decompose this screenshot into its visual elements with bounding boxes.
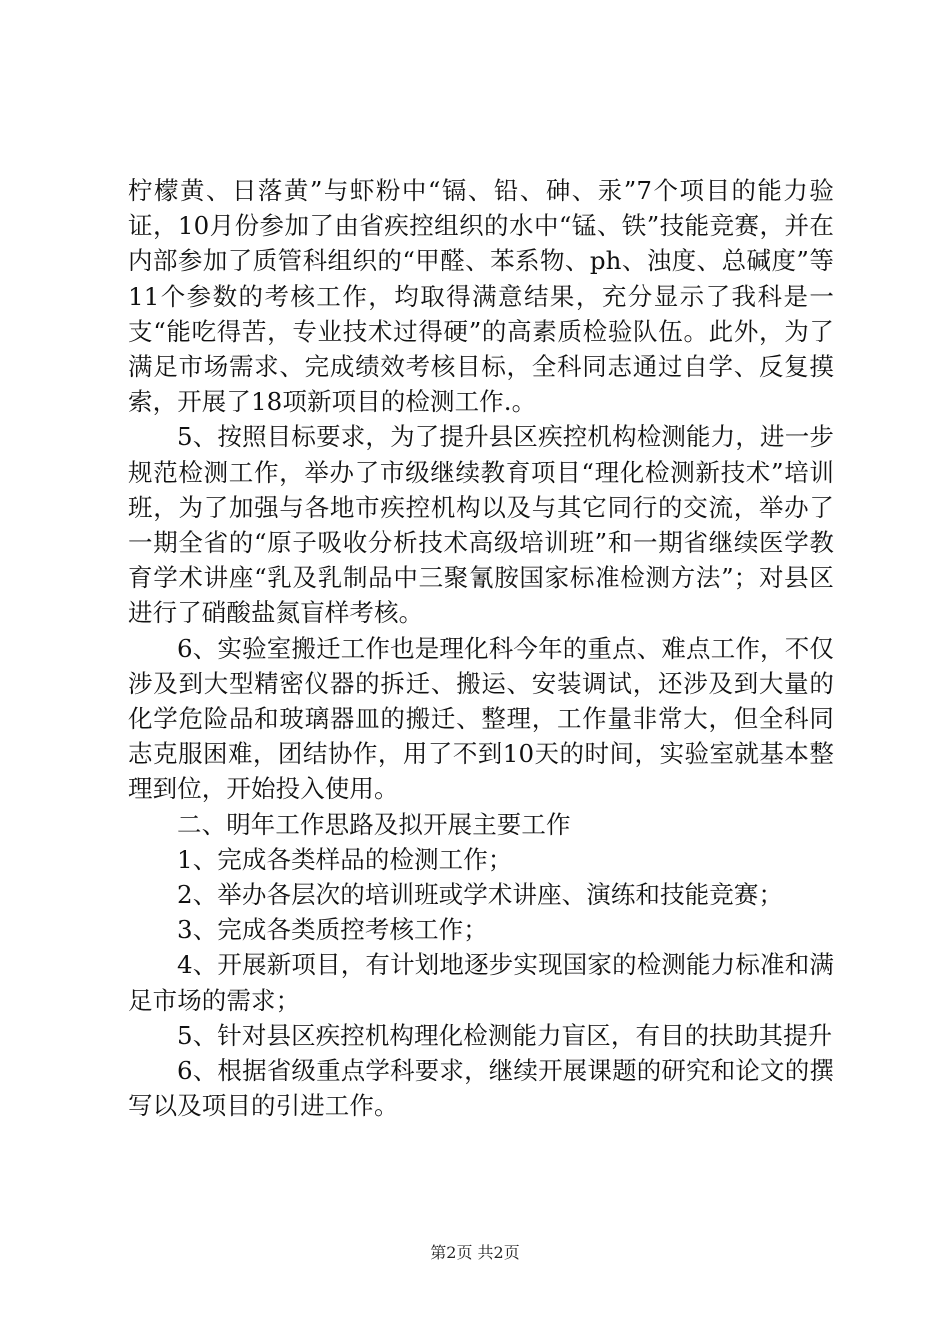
plan-item-3: 3、完成各类质控考核工作； <box>177 915 488 945</box>
plan-item-6: 6、根据省级重点学科要求，继续开展课题的研究和论文的撰写以及项目的引进工作。 <box>128 1056 834 1121</box>
plan-item-1: 1、完成各类样品的检测工作； <box>177 844 513 874</box>
plan-item-5: 5、针对县区疾控机构理化检测能力盲区，有目的扶助其提升 <box>177 1020 833 1050</box>
section-heading-next-year: 二、明年工作思路及拟开展主要工作 <box>177 809 571 839</box>
plan-item-2: 2、举办各层次的培训班或学术讲座、演练和技能竞赛； <box>177 880 784 910</box>
paragraph-item-6-relocation: 6、实验室搬迁工作也是理化科今年的重点、难点工作，不仅涉及到大型精密仪器的拆迁、搬运、安装调试，还涉及到大量的化学危险品和玻璃器皿的搬迁、整理，工作量非常大，但全科同志克服困难，团结协作，用了不到10天的时间，实验室就基本整理到位，开始投入使用。 <box>128 633 834 804</box>
document-body <box>128 173 834 1123</box>
paragraph-item-5-training: 5、按照目标要求，为了提升县区疾控机构检测能力，进一步规范检测工作，举办了市级继续教育项目“理化检测新技术”培训班，为了加强与各地市疾控机构以及与其它同行的交流，举办了一期全省的“原子吸收分析技术高级培训班”和一期省继续医学教育学术讲座“乳及乳制品中三聚氰胺国家标准检测方法”；对县区进行了硝酸盐氮盲样考核。 <box>128 422 834 628</box>
page-number-footer: 第2页 共2页 <box>430 1243 520 1262</box>
plan-item-4: 4、开展新项目，有计划地逐步实现国家的检测能力标准和满足市场的需求； <box>128 950 834 1015</box>
paragraph-continuation: 柠檬黄、日落黄”与虾粉中“镉、铅、砷、汞”7个项目的能力验证，10月份参加了由省疾控组织的水中“锰、铁”技能竞赛，并在内部参加了质管科组织的“甲醛、苯系物、ph、浊度、总碱度”等11个参数的考核工作，均取得满意结果，充分显示了我科是一支“能吃得苦，专业技术过得硬”的高素质检验队伍。此外，为了满足市场需求、完成绩效考核目标，全科同志通过自学、反复摸索，开展了18项新项目的检测工作.。 <box>128 176 834 417</box>
